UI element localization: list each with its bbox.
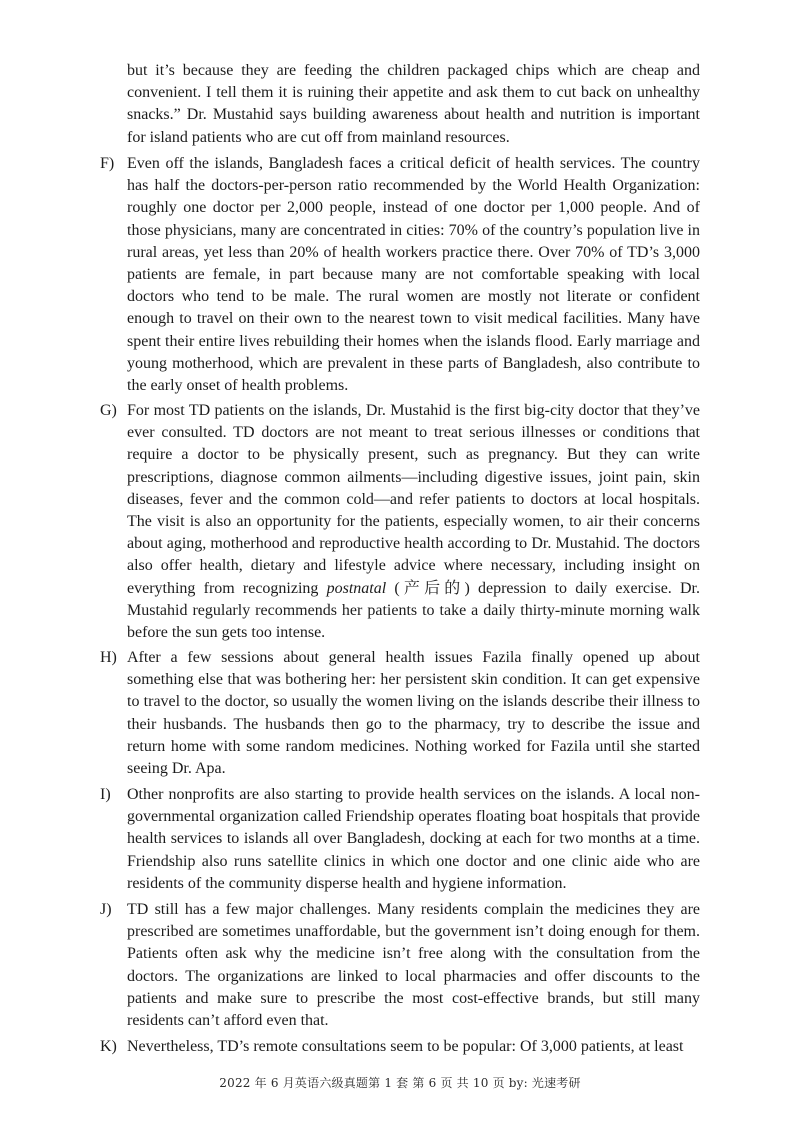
paragraph-text — [127, 400, 700, 644]
paragraph-text: After a few sessions about general health issues Fazila finally opened up about something else that was bothering her: her persistent skin condition. It can get expensive to travel to the doctor, so usually the women living on the islands describe their illness to their husbands. The husbands then go to the pharmacy, try to describe the issue and return home with some random medicines. Nothing worked for Fazila until she started seeing Dr. Apa. — [127, 649, 700, 778]
paragraph-label: I) — [100, 786, 111, 803]
paragraph-text: TD still has a few major challenges. Many residents complain the medicines they are prescribed are sometimes unaffordable, but the government isn’t doing enough for them. Patients often ask why the medicine isn’t free along with the consultation from the doctors. The organizations are linked to local pharmacies and offer discounts to the patients and make sure to prescribe the most cost-effective brands, but still many residents can’t afford even that. — [127, 901, 700, 1030]
paragraph-label: G) — [100, 402, 117, 419]
page-footer: 2022 年 6 月英语六级真题第 1 套 第 6 页 共 10 页 by: 光速考研 — [219, 1076, 581, 1090]
paragraph-text-start: For most TD patients on the islands, Dr. Mustahid is the first big-city doctor that they’ve ever consulted. TD doctors are not meant to treat serious illnesses or conditions that require a doctor to be physically present, such as pregnancy. But they can write prescriptions, diagnose common ailments—including digestive issues, joint pain, skin diseases, fever and the common cold—and refer patients to doctors at local hospitals. The visit is also an opportunity for the patients, especially women, to air their concerns about aging, motherhood and reproductive health according to Dr. Mustahid. The doctors also offer health, dietary and lifestyle advice where necessary, including insight on everything from recognizing — [127, 402, 700, 597]
chinese-gloss: (产后的) — [386, 579, 478, 597]
paragraph-j — [100, 899, 700, 1032]
paragraph-label: J) — [100, 901, 112, 918]
paragraph-h — [100, 647, 700, 780]
paragraph-text: but it’s because they are feeding the children packaged chips which are cheap and convenient. I tell them it is ruining their appetite and ask them to cut back on unhealthy snacks.” Dr. Mustahid says building awareness about health and nutrition is important for island patients who are cut off from mainland resources. — [127, 62, 700, 146]
paragraph-label: F) — [100, 155, 115, 172]
paragraph-f — [100, 153, 700, 397]
continued-paragraph — [127, 60, 700, 149]
italic-term: postnatal — [326, 579, 387, 597]
paragraph-text-end: depression to daily exercise. Dr. Mustahid regularly recommends her patients to take a daily thirty-minute morning walk before the sun gets too intense. — [127, 579, 700, 642]
paragraph-i — [100, 784, 700, 895]
paragraph-label: H) — [100, 649, 117, 666]
paragraph-text: Even off the islands, Bangladesh faces a critical deficit of health services. The country has half the doctors-per-person ratio recommended by the World Health Organization: roughly one doctor per 2,000 people, instead of one doctor per 1,000 people. And of those physicians, many are concentrated in cities: 70% of the country’s population live in rural areas, yet less than 20% of health workers practice there. Over 70% of TD’s 3,000 patients are female, in part because many are not comfortable speaking with local doctors who tend to be male. The rural women are mostly not literate or confident enough to travel on their own to the nearest town to visit medical facilities. Many have spent their entire lives rebuilding their homes when the islands flood. Early marriage and young motherhood, which are prevalent in these parts of Bangladesh, also contribute to the early onset of health problems. — [127, 155, 700, 395]
paragraph-label: K) — [100, 1038, 117, 1055]
paragraph-k — [100, 1036, 700, 1058]
paragraph-text: Nevertheless, TD’s remote consultations seem to be popular: Of 3,000 patients, at least — [127, 1038, 684, 1055]
paragraph-text: Other nonprofits are also starting to provide health services on the islands. A local non-governmental organization called Friendship operates floating boat hospitals that provide health services to islands all over Bangladesh, docking at each for two months at a time. Friendship also runs satellite clinics in which one doctor and one clinic aide who are residents of the community disperse health and hygiene information. — [127, 786, 700, 892]
paragraph-g — [100, 400, 700, 644]
